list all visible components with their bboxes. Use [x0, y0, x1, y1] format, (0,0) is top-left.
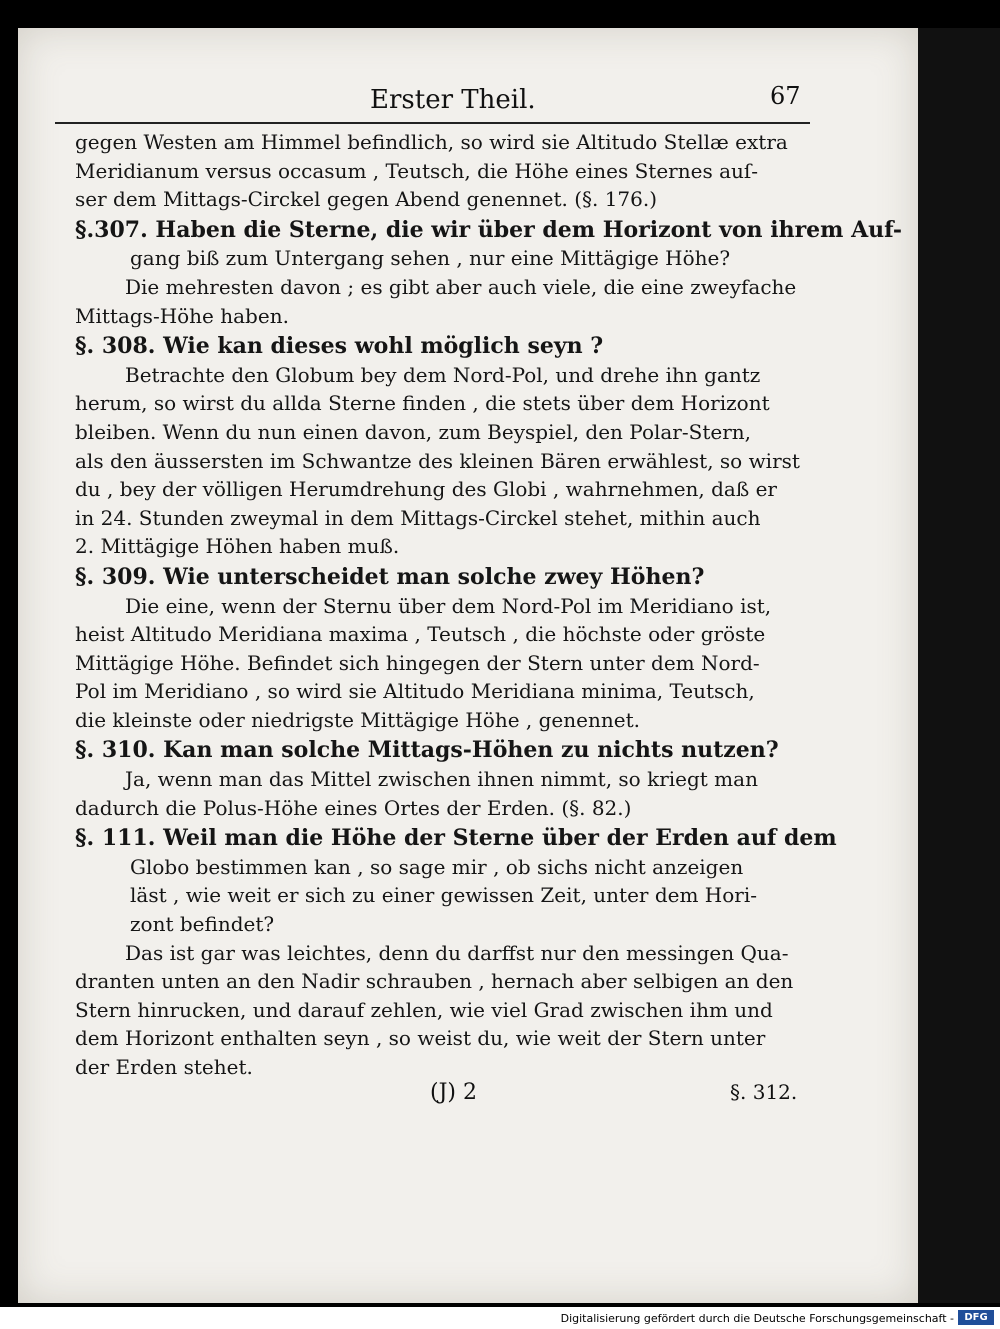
question-line: §. 111. Weil man die Höhe der Sterne über der Erden auf dem [75, 825, 837, 852]
signature-mark: §. 312. [730, 1080, 798, 1104]
question-line: §. 309. Wie unterscheidet man solche zwey Höhen? [75, 563, 705, 590]
text-line: Das ist gar was leichtes, denn du darffst nur den messingen Qua- [125, 940, 789, 965]
page-number: 67 [770, 82, 801, 110]
text-line: Mittägige Höhe. Befindet sich hingegen der Stern unter dem Nord- [75, 650, 760, 675]
text-line: dadurch die Polus-Höhe eines Ortes der Erden. (§. 82.) [75, 795, 632, 820]
question-line: §.307. Haben die Sterne, die wir über dem Horizont von ihrem Auf- [75, 216, 902, 243]
question-line: §. 310. Kan man solche Mittags-Höhen zu nichts nutzen? [75, 737, 779, 764]
text-line: als den äussersten im Schwantze des kleinen Bären erwählest, so wirst [75, 448, 800, 473]
text-line: Stern hinrucken, und darauf zehlen, wie viel Grad zwischen ihm und [75, 997, 773, 1022]
text-line: Die mehresten davon ; es gibt aber auch viele, die eine zweyfache [125, 274, 797, 299]
text-line: Die eine, wenn der Sternu über dem Nord-Pol im Meridiano ist, [125, 593, 772, 618]
header-rule [55, 122, 810, 124]
text-line: Ja, wenn man das Mittel zwischen ihnen nimmt, so kriegt man [125, 767, 758, 792]
scan-border [918, 28, 1000, 1303]
text-line: der Erden stehet. [75, 1055, 253, 1079]
text-line: gegen Westen am Himmel befindlich, so wird sie Altitudo Stellæ extra [75, 130, 788, 154]
funding-credit: Digitalisierung gefördert durch die Deutsche Forschungsgemeinschaft - [560, 1312, 954, 1325]
text-line: heist Altitudo Meridiana maxima , Teutsch , die höchste oder gröste [75, 622, 766, 647]
text-line: ser dem Mittags-Circkel gegen Abend genennet. (§. 176.) [75, 187, 658, 212]
text-line: 2. Mittägige Höhen haben muß. [75, 534, 400, 559]
text-line: in 24. Stunden zweymal in dem Mittags-Circkel stehet, mithin auch [75, 505, 761, 530]
catchword: (J) 2 [430, 1080, 477, 1105]
text-line: Betrachte den Globum bey dem Nord-Pol, und drehe ihn gantz [125, 362, 761, 387]
body-text [75, 128, 902, 1082]
text-line: Mittags-Höhe haben. [75, 303, 289, 328]
text-line: herum, so wirst du allda Sterne finden , die stets über dem Horizont [75, 391, 770, 416]
question-continuation-line: Globo bestimmen kan , so sage mir , ob sichs nicht anzeigen [130, 854, 744, 879]
text-line: Pol im Meridiano , so wird sie Altitudo Meridiana minima, Teutsch, [75, 679, 755, 704]
text-line: Meridianum versus occasum , Teutsch, die Höhe eines Sternes auſ- [75, 158, 759, 183]
text-line: du , bey der völligen Herumdrehung des Globi , wahrnehmen, daß er [75, 477, 777, 502]
dfg-logo: DFG [958, 1310, 994, 1325]
question-line: §. 308. Wie kan dieses wohl möglich seyn ? [75, 333, 604, 360]
text-line: die kleinste oder niedrigste Mittägige Höhe , genennet. [75, 707, 640, 732]
footer-bar [0, 1307, 1000, 1329]
text-line: dem Horizont enthalten seyn , so weist du, wie weit der Stern unter [75, 1026, 766, 1051]
question-continuation-line: läst , wie weit er sich zu einer gewissen Zeit, unter dem Hori- [130, 883, 757, 908]
text-line: bleiben. Wenn du nun einen davon, zum Beyspiel, den Polar-Stern, [75, 419, 751, 444]
question-continuation-line: zont befindet? [130, 912, 275, 937]
running-head: Erster Theil. [370, 85, 536, 115]
question-continuation-line: gang biß zum Untergang sehen , nur eine Mittägige Höhe? [130, 246, 731, 271]
text-line: dranten unten an den Nadir schrauben , hernach aber selbigen an den [75, 969, 794, 994]
